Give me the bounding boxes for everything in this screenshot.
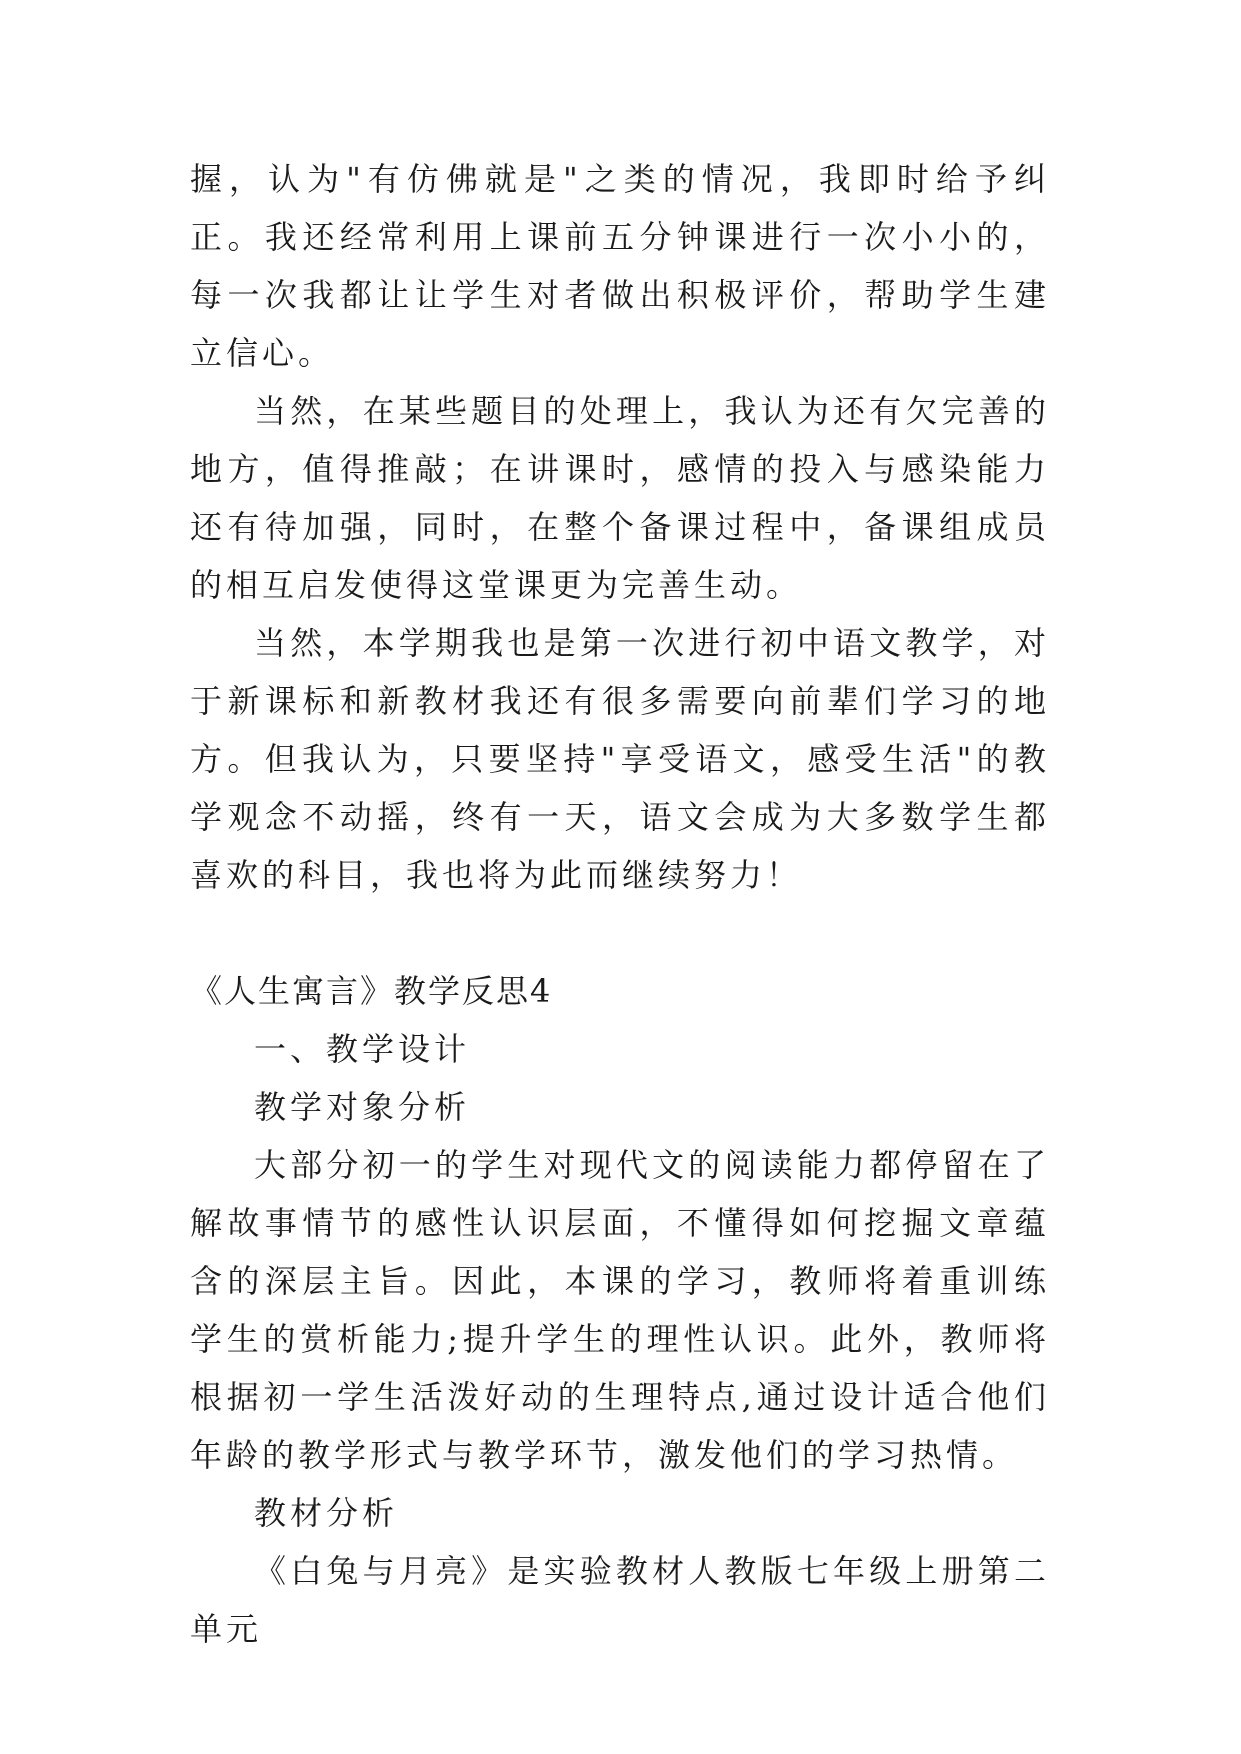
heading-student-analysis: 教学对象分析	[254, 1088, 471, 1126]
paragraph-conclusion: 当然，本学期我也是第一次进行初中语文教学，对于新课标和新教材我还有很多需要向前辈们学习的地方。但我认为，只要坚持"享受语文，感受生活"的教学观念不动摇，终有一天，语文会成为大多数学生都喜欢的科目，我也将为此而继续努力！	[190, 624, 1050, 894]
section-spacer	[190, 904, 1050, 962]
section-title: 《人生寓言》教学反思4	[190, 972, 553, 1010]
paragraph-student-analysis: 大部分初一的学生对现代文的阅读能力都停留在了解故事情节的感性认识层面，不懂得如何挖掘文章蕴含的深层主旨。因此，本课的学习，教师将着重训练学生的赏析能力;提升学生的理性认识。此外，教师将根据初一学生活泼好动的生理特点,通过设计适合他们年龄的教学形式与教学环节，激发他们的学习热情。	[190, 1146, 1050, 1474]
heading-teaching-design: 一、教学设计	[254, 1030, 471, 1068]
document-body	[190, 150, 1050, 1658]
heading-material-analysis: 教材分析	[254, 1494, 399, 1532]
paragraph-continued: 握，认为"有仿佛就是"之类的情况，我即时给予纠正。我还经常利用上课前五分钟课进行一次小小的，每一次我都让让学生对者做出积极评价，帮助学生建立信心。	[190, 160, 1050, 372]
paragraph-reflection: 当然，在某些题目的处理上，我认为还有欠完善的地方，值得推敲；在讲课时，感情的投入与感染能力还有待加强，同时，在整个备课过程中，备课组成员的相互启发使得这堂课更为完善生动。	[190, 392, 1050, 604]
paragraph-material-analysis: 《白兔与月亮》是实验教材人教版七年级上册第二单元	[190, 1552, 1050, 1648]
